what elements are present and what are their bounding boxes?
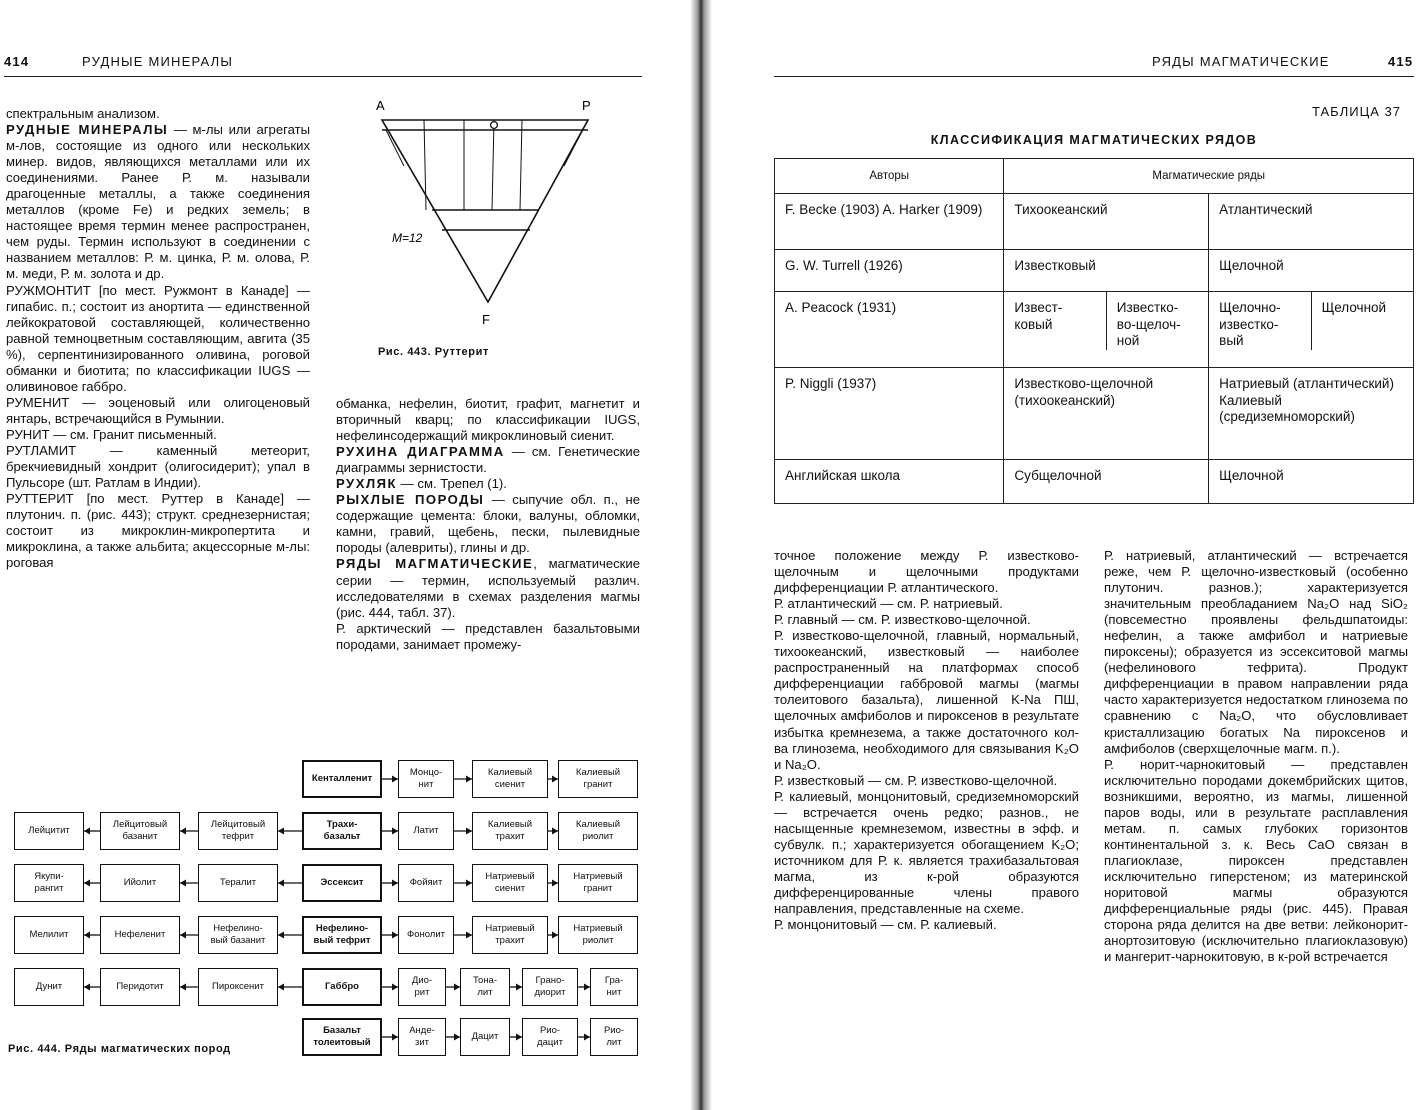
- cell-split: [1209, 292, 1414, 368]
- label-a: A: [376, 98, 385, 113]
- rock-box-yakupirangit: Якупи- рангит: [14, 864, 84, 902]
- arrow-right: [510, 984, 522, 991]
- left-column-1: [6, 106, 310, 571]
- label-f: F: [482, 312, 490, 327]
- cell: Тихоокеанский: [1004, 194, 1209, 250]
- arrow-right: [382, 932, 398, 939]
- label-m: M=12: [392, 231, 423, 245]
- rock-box-essexit: Эссексит: [302, 864, 382, 902]
- rock-box-nefelinit: Нефеленит: [100, 916, 180, 954]
- rock-box-na_riolit: Натриевый риолит: [558, 916, 638, 954]
- paragraph: обманка, нефелин, биотит, графит, магнетит и вторичный кварц; по классификации IUGS, нефелинсодержащий микроклиновый сиенит.: [336, 396, 640, 444]
- rock-box-riodacit: Рио- дацит: [522, 1018, 578, 1056]
- entry-rutlamit: РУТЛАМИТ — каменный метеорит, брекчиевидный хондрит (олигосидерит); упал в Пульсоре (шт. Ратлам в Индии).: [6, 442, 310, 491]
- table-header-row: [775, 159, 1414, 194]
- entry-r-atlanticheskii: Р. атлантический — см. Р. натриевый.: [774, 596, 1003, 612]
- rock-box-peridotit: Перидотит: [100, 968, 180, 1006]
- page-number: 414: [4, 54, 30, 69]
- triangle-diagram: [360, 96, 630, 346]
- arrow-right: [446, 984, 460, 991]
- figure-443: [360, 96, 630, 366]
- header-rule: [774, 76, 1414, 77]
- rock-box-foiyait: Фойяит: [398, 864, 454, 902]
- paragraph: Р. арктический — представлен базальтовыми породами, занимает промежу-: [336, 620, 640, 652]
- entry-runit: РУНИТ — см. Гранит письменный.: [6, 426, 217, 442]
- rock-box-bazalt_toleit: Базальт толеитовый: [302, 1018, 382, 1056]
- cell-author: A. Peacock (1931): [775, 292, 1004, 368]
- rock-box-leic_tefrit: Лейцитовый тефрит: [198, 812, 278, 850]
- arrow-left: [278, 828, 302, 835]
- cell: Щелочной: [1209, 250, 1414, 292]
- table-title: КЛАССИФИКАЦИЯ МАГМАТИЧЕСКИХ РЯДОВ: [930, 133, 1258, 147]
- cell: Щелочной: [1209, 460, 1414, 504]
- label-p: P: [582, 98, 591, 113]
- rock-box-nef_bazanit: Нефелино- вый базанит: [198, 916, 278, 954]
- entry-ryady-magmaticheskie: РЯДЫ МАГМАТИЧЕСКИЕ, магматические серии — термин, используемый различ. исследователями в схемах разделения магмы (рис. 444, табл. 37).: [336, 556, 640, 620]
- page-number: 415: [1388, 54, 1414, 69]
- entry-ruhina-diagramma: РУХИНА ДИАГРАММА — см. Генетические диаграммы зернистости.: [336, 444, 640, 476]
- arrow-left: [84, 932, 100, 939]
- table-number: ТАБЛИЦА 37: [1312, 104, 1401, 119]
- entry-r-kalievyi: Р. калиевый, монцонитовый, средиземноморский — встречается очень редко; разнов., не насыщенные кремнеземом, известны в эфф. и субвулк. п.; характеризуется обогащением K₂O; источником для Р. к. является трахибазальтовая магма, из к-рой образуются дифференцированные члены правого направления, представленные на схеме.: [774, 788, 1079, 917]
- arrow-right: [382, 776, 398, 783]
- arrow-right: [548, 828, 558, 835]
- rock-box-riolit: Рио- лит: [590, 1018, 638, 1056]
- cell-author: G. W. Turrell (1926): [775, 250, 1004, 292]
- entry-rutterit: РУТТЕРИТ [по мест. Руттер в Канаде] — плутонич. п. (рис. 443); структ. среднезернистая; состоит из микроклин-микропертита и микроклина, а также альбита; акцессорные м-лы: роговая: [6, 491, 310, 571]
- arrow-left: [180, 932, 198, 939]
- figure-444: [0, 750, 690, 1070]
- arrow-left: [180, 984, 198, 991]
- cell: Щелочной: [1311, 292, 1413, 350]
- cell-split: [1004, 292, 1209, 368]
- entry-r-izvestkovyi: Р. известковый — см. Р. известково-щелочной.: [774, 772, 1058, 788]
- entry-r-izvestkovo-shchelochnoi: Р. известково-щелочной, главный, нормальный, тихоокеанский, известковый — наиболее распространенный на платформах способ дифференциации габбровой магмы (магмы толеитового базальта), лишенной K-Na ПШ, щелочных амфиболов и пироксенов в результате избытка кремнезема, а также достаточного кол-ва глинозема, необходимого для связывания K₂O и Na₂O.: [774, 628, 1079, 772]
- rock-box-fonolit: Фонолит: [398, 916, 454, 954]
- rock-box-dunit: Дунит: [14, 968, 84, 1006]
- rock-box-andezit: Анде- зит: [398, 1018, 446, 1056]
- running-head: РЯДЫ МАГМАТИЧЕСКИЕ: [1152, 54, 1330, 69]
- book-gutter: [690, 0, 712, 1110]
- rock-box-gabbro: Габбро: [302, 968, 382, 1006]
- arrow-right: [454, 776, 472, 783]
- arrow-right: [548, 880, 558, 887]
- arrow-left: [180, 880, 198, 887]
- rock-box-piroksenit: Пироксенит: [198, 968, 278, 1006]
- cell: Атлантический: [1209, 194, 1414, 250]
- cell: Субщелочной: [1004, 460, 1209, 504]
- cell-author: Английская школа: [775, 460, 1004, 504]
- arrow-right: [548, 932, 558, 939]
- rock-box-teralit: Тералит: [198, 864, 278, 902]
- rock-box-na_granit: Натриевый гранит: [558, 864, 638, 902]
- rock-box-latit: Латит: [398, 812, 454, 850]
- header-series: Магматические ряды: [1004, 159, 1414, 194]
- entry-rudnye-mineraly: РУДНЫЕ МИНЕРАЛЫ — м-лы или агрегаты м-лов, состоящие из одного или нескольких минер. видов, являющихся металлами или их соединениями. Ранее Р. м. называли драгоценные металлы, а также соединения металлов (кроме Fe) и редких земель; в настоящее время термин менее распространен, чем руды. Термин используют в соединении с названием металлов: Р. м. цинка, Р. м. олова, Р. м. меди, Р. м. золота и др.: [6, 122, 310, 282]
- right-page: [712, 0, 1416, 1110]
- arrow-left: [278, 932, 302, 939]
- arrow-right: [382, 828, 398, 835]
- table-row: [775, 460, 1414, 504]
- cell: Известковый: [1004, 250, 1209, 292]
- entry-ryhlye-porody: РЫХЛЫЕ ПОРОДЫ — сыпучие обл. п., не содержащие цемента: блоки, валуны, обломки, камни, гравий, щебень, пески, пылевидные породы (алевриты), глины и др.: [336, 492, 640, 556]
- classification-table: [774, 158, 1414, 504]
- cell: Натриевый (атлантический) Калиевый (средиземноморский): [1209, 368, 1414, 460]
- arrow-right: [382, 984, 398, 991]
- arrow-right: [382, 1034, 398, 1041]
- running-head: РУДНЫЕ МИНЕРАЛЫ: [82, 54, 234, 69]
- table-row: [775, 250, 1414, 292]
- entry-ruzhmontit: РУЖМОНТИТ [по мест. Ружмонт в Канаде] — гипабис. п.; состоит из анортита — единственной лейкократовой составляющей, количественно равной темноцветным составляющим, авгита (35 %), серпентинизированного оливина, роговой обманки и биотита; по классификации IUGS — оливиновое габбро.: [6, 282, 310, 394]
- rock-box-leicitit: Лейцитит: [14, 812, 84, 850]
- arrow-left: [84, 880, 100, 887]
- rock-box-melilit: Мелилит: [14, 916, 84, 954]
- arrow-left: [84, 984, 100, 991]
- right-column-1: [774, 548, 1079, 933]
- rock-box-na_sienit: Натриевый сиенит: [472, 864, 548, 902]
- rock-box-diorit: Дио- рит: [398, 968, 446, 1006]
- arrow-left: [84, 828, 100, 835]
- arrow-right: [382, 880, 398, 887]
- cell: Извест- ковый: [1014, 300, 1063, 332]
- rock-box-granodiorit: Грано- диорит: [522, 968, 578, 1006]
- arrow-left: [278, 880, 302, 887]
- entry-r-glavnyi: Р. главный — см. Р. известково-щелочной.: [774, 612, 1031, 628]
- rock-box-tonalit: Тона- лит: [460, 968, 510, 1006]
- cell: Известково-щелочной (тихоокеанский): [1004, 368, 1209, 460]
- rock-box-kal_sienit: Калиевый сиенит: [472, 760, 548, 798]
- table-row: [775, 368, 1414, 460]
- entry-ruhlyak: РУХЛЯК — см. Трепел (1).: [336, 476, 507, 492]
- arrow-right: [548, 776, 558, 783]
- arrow-right: [454, 828, 472, 835]
- table-row: [775, 194, 1414, 250]
- entry-r-natrievyi: Р. натриевый, атлантический — встречается реже, чем Р. щелочно-известковый (особенно плутонич. разнов.); характеризуется значительным преобладанием Na₂O над SiO₂ (повсеместно проявлены фельдшпатоиды: нефелин, а также амфибол и натриевые пироксены); образуется из эссекситовой магмы (нефелинового тефрита). Продукт дифференциации в правом направлении ряда часто характеризуется недостатком глинозема по сравнению с Na₂O, что обусловливает кристаллизацию богатых Na пироксенов и амфиболов (сверхщелочные магм. п.).: [1104, 548, 1408, 756]
- arrow-right: [446, 1034, 460, 1041]
- entry-r-monconitovyi: Р. монцонитовый — см. Р. калиевый.: [774, 917, 997, 933]
- cell-author: P. Niggli (1937): [775, 368, 1004, 460]
- rock-box-monconit: Монцо- нит: [398, 760, 454, 798]
- cell: Щелочно- известко- вый: [1219, 300, 1281, 348]
- cell: Известко- во-щелоч- ной: [1106, 292, 1208, 350]
- paragraph: спектральным анализом.: [6, 106, 160, 121]
- rock-box-na_trahit: Натриевый трахит: [472, 916, 548, 954]
- arrow-left: [180, 828, 198, 835]
- figure-444-caption: Рис. 444. Ряды магматических пород: [8, 1043, 231, 1055]
- left-column-2: [336, 396, 640, 653]
- rock-box-dacit: Дацит: [460, 1018, 510, 1056]
- rock-box-leic_bazanit: Лейцитовый базанит: [100, 812, 180, 850]
- arrow-right: [578, 984, 590, 991]
- rock-box-kal_riolit: Калиевый риолит: [558, 812, 638, 850]
- rock-box-kentallenit: Кенталленит: [302, 760, 382, 798]
- right-column-2: [1104, 548, 1408, 965]
- rock-box-nef_tefrit: Нефелино- вый тефрит: [302, 916, 382, 954]
- header-rule: [4, 76, 642, 77]
- left-page: [0, 0, 690, 1110]
- figure-443-caption: Рис. 443. Руттерит: [378, 346, 489, 358]
- arrow-left: [278, 984, 302, 991]
- table-row: [775, 292, 1414, 368]
- rock-box-granit: Гра- нит: [590, 968, 638, 1006]
- header-authors: Авторы: [775, 159, 1004, 194]
- cell-author: F. Becke (1903) A. Harker (1909): [775, 194, 1004, 250]
- rock-box-kal_granit: Калиевый гранит: [558, 760, 638, 798]
- arrow-right: [454, 932, 472, 939]
- arrow-right: [454, 880, 472, 887]
- entry-r-norit-charnokitovyi: Р. норит-чарнокитовый — представлен исключительно породами докембрийских щитов, возникшими, вероятно, из магмы, лишенной паров воды, или в результате расплавления метам. п. самых глубоких горизонтов континентальной з. к. Весь CaO связан в плагиоклазе, пироксен представлен исключительно гиперстеном; из материнской норитовой магмы образуются дифференциальные ряды (рис. 445). Правая сторона ряда делится на две ветви: лейконорит-анортозитовую (исключительно плагиоклазовую) и мангерит-чарнокитовую, в к-рой встречается: [1104, 756, 1408, 965]
- arrow-right: [578, 1034, 590, 1041]
- arrow-right: [510, 1034, 522, 1041]
- rock-box-trahibazalt: Трахи- базальт: [302, 812, 382, 850]
- entry-rumenit: РУМЕНИТ — эоценовый или олигоценовый янтарь, встречающийся в Румынии.: [6, 394, 310, 426]
- rock-box-kal_trahit: Калиевый трахит: [472, 812, 548, 850]
- rock-box-iiolit: Ийолит: [100, 864, 180, 902]
- paragraph: точное положение между Р. известково-щелочным и щелочными продуктами дифференциации Р. атлантического.: [774, 548, 1079, 596]
